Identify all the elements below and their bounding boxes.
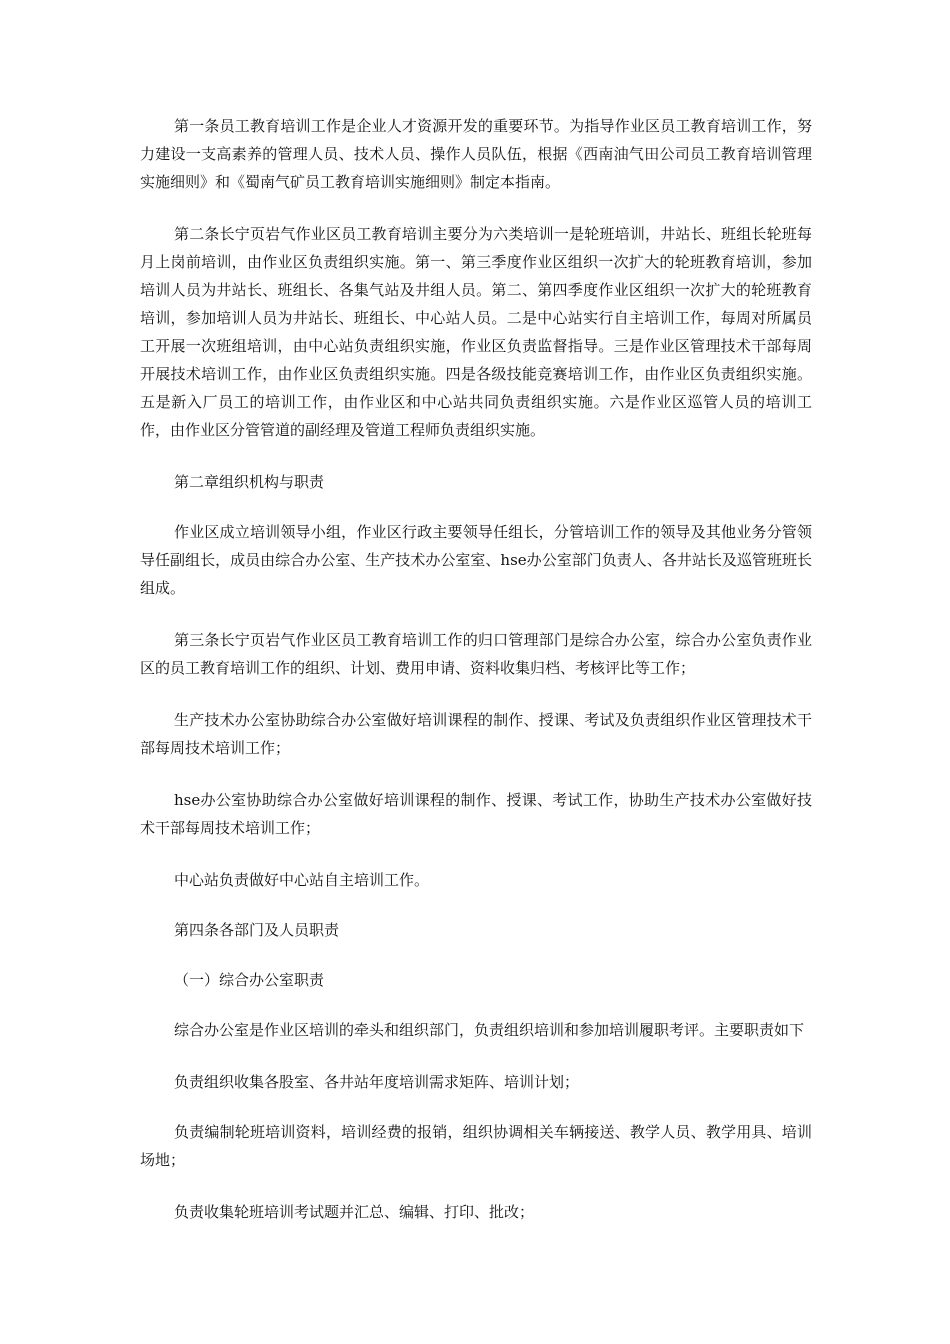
chapter-heading: 第二章组织机构与职责	[174, 473, 325, 491]
list-item-duty-3: 负责收集轮班培训考试题并汇总、编辑、打印、批改；	[174, 1203, 535, 1221]
paragraph-article-3: 第三条长宁页岩气作业区员工教育培训工作的归口管理部门是综合办公室，综合办公室负责作业区的员工教育培训工作的组织、计划、费用申请、资料收集归档、考核评比等工作；	[140, 631, 812, 677]
document-body	[140, 112, 812, 1250]
paragraph-production-office: 生产技术办公室协助综合办公室做好培训课程的制作、授课、考试及负责组织作业区管理技术干部每周技术培训工作；	[140, 711, 812, 757]
paragraph-article-2: 第二条长宁页岩气作业区员工教育培训主要分为六类培训一是轮班培训，井站长、班组长轮班每月上岗前培训，由作业区负责组织实施。第一、第三季度作业区组织一次扩大的轮班教育培训，参加培训人员为井站长、班组长、各集气站及井组人员。第二、第四季度作业区组织一次扩大的轮班教育培训，参加培训人员为井站长、班组长、中心站人员。二是中心站实行自主培训工作，每周对所属员工开展一次班组培训，由中心站负责组织实施，作业区负责监督指导。三是作业区管理技术干部每周开展技术培训工作，由作业区负责组织实施。四是各级技能竞赛培训工作，由作业区负责组织实施。五是新入厂员工的培训工作，由作业区和中心站共同负责组织实施。六是作业区巡管人员的培训工作，由作业区分管管道的副经理及管道工程师负责组织实施。	[140, 225, 812, 439]
list-item-duty-2: 负责编制轮班培训资料，培训经费的报销，组织协调相关车辆接送、教学人员、教学用具、培训场地；	[140, 1123, 812, 1169]
paragraph-hse-office: hse办公室协助综合办公室做好培训课程的制作、授课、考试工作，协助生产技术办公室做好技术干部每周技术培训工作；	[140, 791, 812, 837]
article-4-heading: 第四条各部门及人员职责	[174, 921, 340, 939]
paragraph-leadership-group: 作业区成立培训领导小组，作业区行政主要领导任组长，分管培训工作的领导及其他业务分管领导任副组长，成员由综合办公室、生产技术办公室室、hse办公室部门负责人、各井站长及巡管班班长组成。	[140, 523, 812, 597]
paragraph-article-1: 第一条员工教育培训工作是企业人才资源开发的重要环节。为指导作业区员工教育培训工作，努力建设一支高素养的管理人员、技术人员、操作人员队伍，根据《西南油气田公司员工教育培训管理实施细则》和《蜀南气矿员工教育培训实施细则》制定本指南。	[140, 117, 812, 191]
paragraph-general-office-duties: 综合办公室是作业区培训的牵头和组织部门，负责组织培训和参加培训履职考评。主要职责如下	[174, 1021, 805, 1039]
section-heading-general-office: （一）综合办公室职责	[174, 971, 325, 989]
list-item-duty-1: 负责组织收集各股室、各井站年度培训需求矩阵、培训计划；	[174, 1073, 580, 1091]
paragraph-center-station: 中心站负责做好中心站自主培训工作。	[174, 871, 430, 889]
